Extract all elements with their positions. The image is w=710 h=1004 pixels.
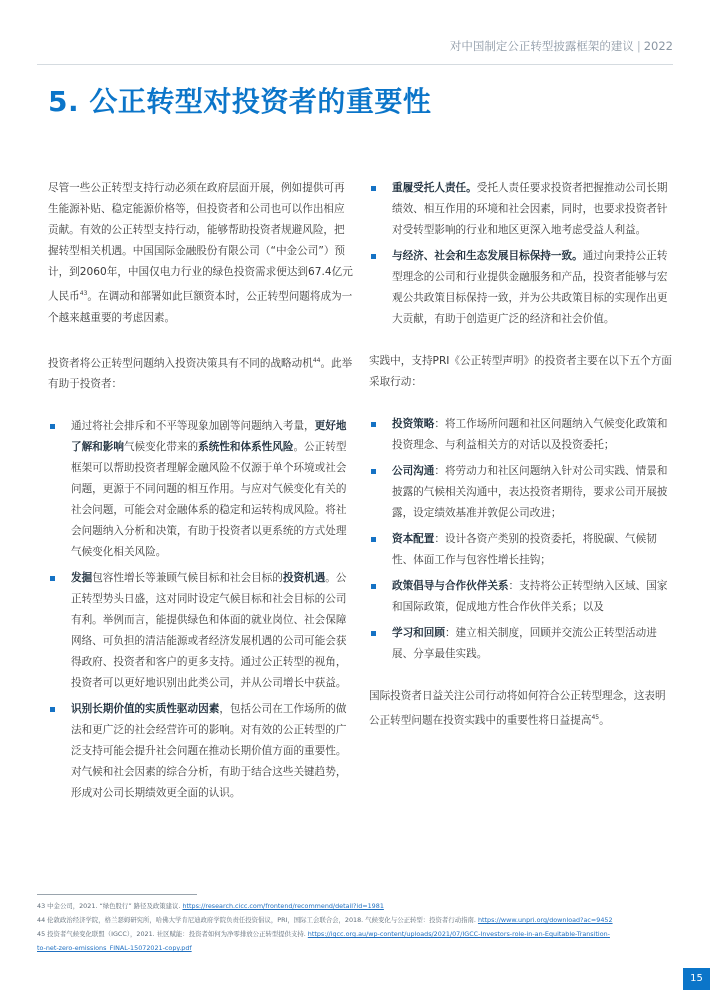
footnote-ref-44: 44 [312, 356, 321, 364]
list-item [369, 623, 676, 665]
b2-bold2: 投资机遇 [282, 572, 326, 585]
motive-tail: 。此举有助于投资者： [48, 357, 353, 391]
closing-tail: 。 [599, 714, 610, 727]
list-item [369, 178, 676, 241]
bullet-square-icon [371, 422, 376, 427]
footnote-44 [37, 913, 672, 927]
b2-mid: 包容性增长等兼顾气候目标和社会目标的 [92, 572, 283, 585]
bullet-square-icon [50, 707, 55, 712]
b2-post: 。公正转型势头日盛，这对同时设定气候目标和社会目标的公司有利。举例而言，能提供绿色和体面的就业岗位、社会保障网络、可负担的清洁能源或者经济发展机遇的公司可能会获得政府、投资者和客户的更多支持。通过公正转型的视角，投资者可以更好地识别出此类公司，并从公司增长中获益。 [71, 572, 347, 690]
action-list [369, 414, 676, 665]
bullet-square-icon [371, 584, 376, 589]
list-item [369, 529, 676, 571]
header-doc-title: 对中国制定公正转型披露框架的建议 [449, 39, 634, 53]
page-number: 15 [690, 973, 703, 984]
b2-bold1: 发掘 [71, 572, 93, 585]
practice-intro: 实践中，支持PRI《公正转型声明》的投资者主要在以下五个方面采取行动： [369, 355, 672, 388]
fn43-link[interactable]: https://research.cicc.com/frontend/recommend/detail?id=1981 [182, 902, 384, 910]
header-divider [37, 64, 673, 65]
list-item [369, 461, 676, 524]
footnote-ref-43: 43 [79, 290, 88, 297]
responsibility-list [369, 178, 676, 330]
ra3-bold: 资本配置 [392, 533, 435, 545]
rt2-bold: 与经济、社会和生态发展目标保持一致。 [392, 250, 583, 262]
b1-mid: 气候变化带来的 [123, 441, 199, 454]
footnotes [37, 899, 672, 955]
fn44-link[interactable]: https://www.unpri.org/download?ac=9452 [477, 916, 613, 924]
header-separator: | [636, 39, 641, 53]
bullet-square-icon [371, 469, 376, 474]
b1-bold2: 系统性和体系性风险 [198, 441, 294, 454]
intro-tail: 。在调动和部署如此巨额资本时，公正转型问题将成为一个越来越重要的考虑因素。 [48, 290, 353, 324]
b3-bold: 识别长期价值的实质性驱动因素 [71, 703, 220, 716]
rt1-bold: 重履受托人责任。 [392, 182, 477, 194]
bullet-square-icon [371, 631, 376, 636]
ra4-bold: 政策倡导与合作伙伴关系 [392, 580, 509, 592]
benefit-list [48, 416, 354, 804]
ra1-bold: 投资策略 [392, 418, 435, 430]
page-number-box [683, 968, 710, 990]
motive-text: 投资者将公正转型问题纳入投资决策具有不同的战略动机 [48, 357, 313, 370]
footnote-ref-45: 45 [591, 714, 600, 721]
ra5-bold: 学习和回顾 [392, 627, 445, 639]
fn44-text: 44 伦敦政治经济学院，格兰瑟姆研究所，哈佛大学肯尼迪政府学院负责任投资倡议，PRI，国际工会联合会，2018. 气候变化与公正转型：投资者行动指南. [37, 916, 478, 924]
b1-bold1: 更好地了解和影响 [71, 420, 347, 454]
list-item [48, 568, 354, 694]
list-item [48, 416, 354, 563]
list-item [369, 576, 676, 618]
list-item [48, 699, 354, 804]
bullet-square-icon [371, 537, 376, 542]
ra4-text: ：支持将公正转型纳入区域、国家和国际政策，促成地方性合作伙伴关系；以及 [392, 580, 668, 613]
list-item [369, 414, 676, 456]
intro-text: 尽管一些公正转型支持行动必须在政府层面开展，例如提供可再生能源补贴、稳定能源价格等，但投资者和公司也可以作出相应贡献。有效的公正转型支持行动，能够帮助投资者规避风险，把握转型相关机遇。中国国际金融股份有限公司（“中金公司”）预计，到2060年，中国仅电力行业的绿色投资需求便达到67.4亿元人民币 [48, 182, 353, 303]
list-item [369, 246, 676, 330]
footnote-43 [37, 899, 672, 913]
fn45-link-cont[interactable]: to-net-zero-emissions_FINAL-15072021-copy.pdf [37, 944, 192, 952]
running-header [450, 38, 673, 54]
bullet-square-icon [50, 424, 55, 429]
right-column [369, 178, 676, 732]
motive-paragraph [48, 350, 354, 396]
ra3-text: ：设计各资产类别的投资委托，将脱碳、气候韧性、体面工作与包容性增长挂钩； [392, 533, 657, 566]
closing-text: 国际投资者日益关注公司行动将如何符合公正转型理念，这表明公正转型问题在投资实践中的重要性将日益提高 [369, 690, 666, 727]
footnote-divider [37, 894, 197, 895]
bullet-square-icon [371, 254, 376, 259]
fn43-text: 43 中金公司，2021. “绿色股行” 路径及政策建议. [37, 902, 183, 910]
left-column [48, 178, 354, 809]
intro-paragraph [48, 178, 354, 329]
b3-post: ，包括公司在工作场所的做法和更广泛的社会经营许可的影响。对有效的公正转型的广泛支持可能会提升社会问题在推动长期价值方面的重要性。对气候和社会因素的综合分析，有助于结合这些关键趋势，形成对公司长期绩效更全面的认识。 [71, 703, 347, 800]
rt2-text: 通过向秉持公正转型理念的公司和行业提供金融服务和产品，投资者能够与宏观公共政策目标保持一致，并为公共政策目标的实现作出更大贡献，有助于创造更广泛的经济和社会价值。 [392, 250, 668, 325]
b1-post: 。公正转型框架可以帮助投资者理解金融风险不仅源于单个环境或社会问题，更源于不同问题的相互作用。与应对气候变化有关的社会问题，可能会对金融体系的稳定和运转构成风险。将社会问题纳入分析和决策，有助于投资者以更系统的方式处理气候变化相关风险。 [71, 441, 347, 559]
ra2-text: ：将劳动力和社区问题纳入针对公司实践、情景和披露的气候相关沟通中，表达投资者期待，要求公司开展披露，设定绩效基准并敦促公司改进； [392, 465, 668, 519]
rt1-text: 受托人责任要求投资者把握推动公司长期绩效、相互作用的环境和社会因素，同时，也要求投资者针对受转型影响的行业和地区更深入地考虑受益人利益。 [392, 182, 668, 236]
closing-paragraph [369, 686, 676, 732]
ra1-text: ：将工作场所问题和社区问题纳入气候变化政策和投资理念、与利益相关方的对话以及投资委托； [392, 418, 668, 451]
fn45-text: 45 投资者气候变化联盟（IGCC），2021. 社区赋能：投资者如何为净零排放公正转型提供支持. [37, 930, 308, 938]
ra2-bold: 公司沟通 [392, 465, 435, 477]
section-title: 5. 公正转型对投资者的重要性 [48, 85, 432, 118]
bullet-square-icon [50, 576, 55, 581]
footnote-45 [37, 927, 672, 941]
fn45-link[interactable]: https://igcc.org.au/wp-content/uploads/2021/07/IGCC-Investors-role-in-an-Equitable-Transition- [307, 930, 610, 938]
ra5-text: ：建立相关制度，回顾并交流公正转型活动进展、分享最佳实践。 [392, 627, 657, 660]
bullet-square-icon [371, 186, 376, 191]
header-year: 2022 [643, 39, 673, 53]
footnote-45-cont [37, 941, 672, 955]
b1-pre: 通过将社会排斥和不平等现象加剧等问题纳入考量， [71, 420, 315, 433]
